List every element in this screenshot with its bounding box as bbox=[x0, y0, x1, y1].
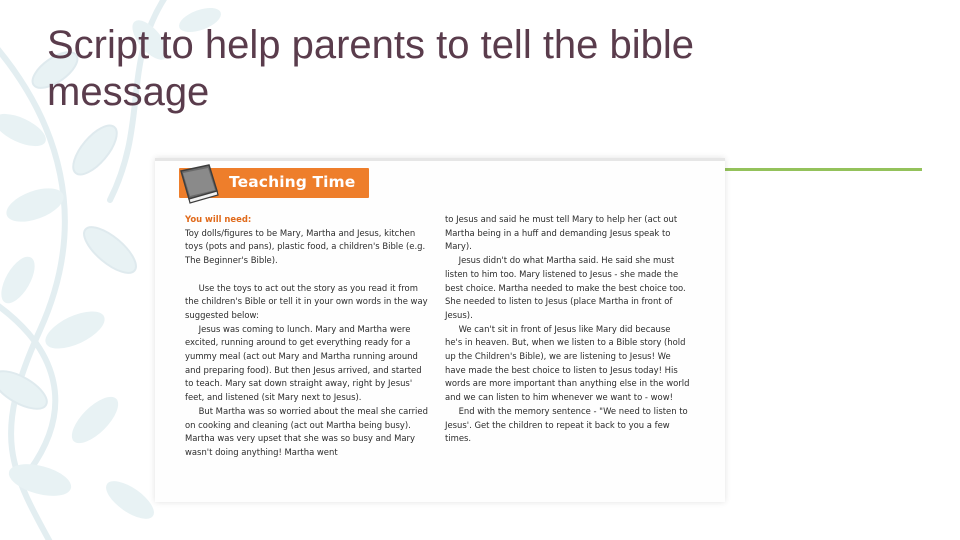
paragraph: Jesus didn't do what Martha said. He said she must listen to him too. Mary listened to Jesus - she made the best choice. Martha needed to make the best choice too. She needed to listen to Jesus (place Martha in front of Jesus). bbox=[445, 256, 686, 321]
paragraph: Jesus was coming to lunch. Mary and Martha were excited, running around to get everything ready for a yummy meal (act out Mary and Martha running around and preparing food). But then Jesus arrived, and started to teach. Mary sat down straight away, right by Jesus' feet, and listened (sit Mary next to Jesus). bbox=[185, 324, 422, 404]
paragraph: But Martha was so worried about the meal she carried on cooking and cleaning (act out Martha being busy). Martha was very upset that she was so busy and Mary wasn't doing anything! Martha went bbox=[185, 406, 428, 458]
worksheet-image bbox=[155, 158, 725, 502]
paragraph: Use the toys to act out the story as you read it from the children's Bible or tell it in your own words in the way suggested below: bbox=[185, 283, 428, 321]
paragraph: End with the memory sentence - "We need to listen to Jesus'. Get the children to repeat it back to you a few times. bbox=[445, 406, 688, 445]
paragraph: to Jesus and said he must tell Mary to help her (act out Martha being in a huff and demanding Jesus speak to Mary). bbox=[445, 215, 678, 253]
banner-title: Teaching Time bbox=[229, 173, 356, 191]
teaching-time-banner bbox=[179, 168, 369, 198]
right-column bbox=[445, 214, 689, 447]
materials-text: Toy dolls/figures to be Mary, Martha and Jesus, kitchen toys (pots and pans), plastic food, a children's Bible (e.g. The Beginner's Bible). bbox=[185, 228, 426, 267]
accent-line bbox=[724, 168, 922, 171]
slide-title: Script to help parents to tell the bible message bbox=[47, 23, 695, 114]
book-icon bbox=[175, 161, 227, 205]
left-column bbox=[185, 214, 429, 461]
need-heading: You will need: bbox=[185, 215, 252, 225]
paragraph: We can't sit in front of Jesus like Mary did because he's in heaven. But, when we listen to a Bible story (hold up the Children's Bible), we are listening to Jesus! We have made the best choice to listen to Jesus today! His words are more important than anything else in the world and we can listen to him whenever we want to - wow! bbox=[445, 324, 690, 404]
